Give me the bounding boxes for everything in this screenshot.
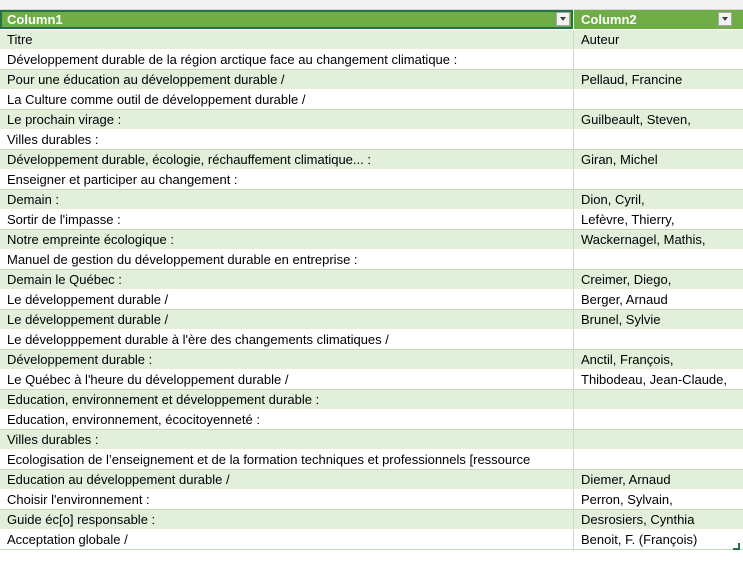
cell-column2[interactable] [573,410,743,429]
cell-column1[interactable]: Notre empreinte écologique : [7,232,174,247]
table-row [0,510,743,530]
cell-column1[interactable]: Le prochain virage : [7,112,122,127]
table-row [0,410,743,430]
cell-column2[interactable]: Berger, Arnaud [573,290,743,309]
column2-header[interactable]: Column2 [573,10,743,29]
cell-column2[interactable] [573,90,743,109]
cell-column1[interactable]: Villes durables : [7,432,99,447]
column2-filter-dropdown-icon[interactable] [718,12,732,26]
cell-column2[interactable] [573,430,743,449]
cell-column1[interactable]: Guide éc[o] responsable : [7,512,156,527]
cell-column1[interactable]: Ecologisation de l’enseignement et de la formation techniques et professionnels [ressource [7,452,531,467]
cell-column1[interactable]: Le Québec à l'heure du développement durable / [7,372,289,387]
cell-column2[interactable]: Thibodeau, Jean-Claude, [573,370,743,389]
cell-column2[interactable] [573,130,743,149]
table-row [0,190,743,210]
table-row [0,350,743,370]
table-row [0,30,743,50]
column-letter-bar [0,0,743,10]
table-header-row [0,10,743,30]
table-row [0,250,743,270]
cell-column1[interactable]: Développement durable de la région arctique face au changement climatique : [7,52,458,67]
cell-column2[interactable] [573,450,743,469]
table-row [0,290,743,310]
cell-column1[interactable]: Demain : [7,192,60,207]
cell-column2[interactable] [573,330,743,349]
cell-column1[interactable]: La Culture comme outil de développement durable / [7,92,306,107]
table-row [0,330,743,350]
cell-column1[interactable]: Enseigner et participer au changement : [7,172,238,187]
cell-column2[interactable]: Guilbeault, Steven, [573,110,743,129]
cell-column1[interactable]: Le développement durable / [7,292,169,307]
cell-column2[interactable]: Anctil, François, [573,350,743,369]
table-row [0,270,743,290]
cell-column2[interactable]: Dion, Cyril, [573,190,743,209]
table-row [0,230,743,250]
cell-column1[interactable]: Développement durable : [7,352,153,367]
cell-column2[interactable]: Lefèvre, Thierry, [573,210,743,229]
table-row [0,150,743,170]
table [0,10,743,550]
cell-column1[interactable]: Villes durables : [7,132,99,147]
cell-column1[interactable]: Demain le Québec : [7,272,122,287]
cell-column2[interactable]: Creimer, Diego, [573,270,743,289]
cell-column1[interactable]: Le développpement durable à l'ère des changements climatiques / [7,332,389,347]
table-row [0,490,743,510]
cell-column2[interactable] [573,50,743,69]
cell-column2[interactable]: Desrosiers, Cynthia [573,510,743,529]
table-row [0,170,743,190]
table-row [0,370,743,390]
table-row [0,430,743,450]
cell-column1[interactable]: Education au développement durable / [7,472,230,487]
cell-column2[interactable]: Benoit, F. (François) [573,530,743,549]
table-row [0,50,743,70]
column1-header[interactable]: Column1 [7,12,63,27]
cell-column2[interactable] [573,170,743,189]
cell-column1[interactable]: Manuel de gestion du développement durable en entreprise : [7,252,358,267]
cell-column1[interactable]: Education, environnement, écocitoyenneté : [7,412,260,427]
cell-column1[interactable]: Pour une éducation au développement durable / [7,72,285,87]
table-row [0,90,743,110]
table-row [0,450,743,470]
table-row [0,390,743,410]
cell-column2[interactable] [573,390,743,409]
cell-column2[interactable]: Wackernagel, Mathis, [573,230,743,249]
table-row [0,130,743,150]
cell-column2[interactable]: Brunel, Sylvie [573,310,743,329]
cell-column2[interactable]: Diemer, Arnaud [573,470,743,489]
table-row [0,310,743,330]
cell-column2[interactable]: Pellaud, Francine [573,70,743,89]
cell-column1[interactable]: Choisir l'environnement : [7,492,150,507]
table-resize-handle[interactable] [733,543,740,550]
table-row [0,470,743,490]
cell-column1[interactable]: Acceptation globale / [7,532,128,547]
cell-column2[interactable]: Giran, Michel [573,150,743,169]
cell-column2[interactable]: Auteur [573,30,743,49]
cell-column2[interactable]: Perron, Sylvain, [573,490,743,509]
table-row [0,530,743,550]
column1-filter-dropdown-icon[interactable] [556,12,570,26]
cell-column1[interactable]: Sortir de l'impasse : [7,212,121,227]
table-row [0,70,743,90]
cell-column1[interactable]: Education, environnement et développement durable : [7,392,320,407]
table-row [0,110,743,130]
table-row [0,210,743,230]
cell-column1[interactable]: Titre [7,32,33,47]
cell-column1[interactable]: Développement durable, écologie, réchauffement climatique... : [7,152,371,167]
cell-column2[interactable] [573,250,743,269]
cell-column1[interactable]: Le développement durable / [7,312,169,327]
